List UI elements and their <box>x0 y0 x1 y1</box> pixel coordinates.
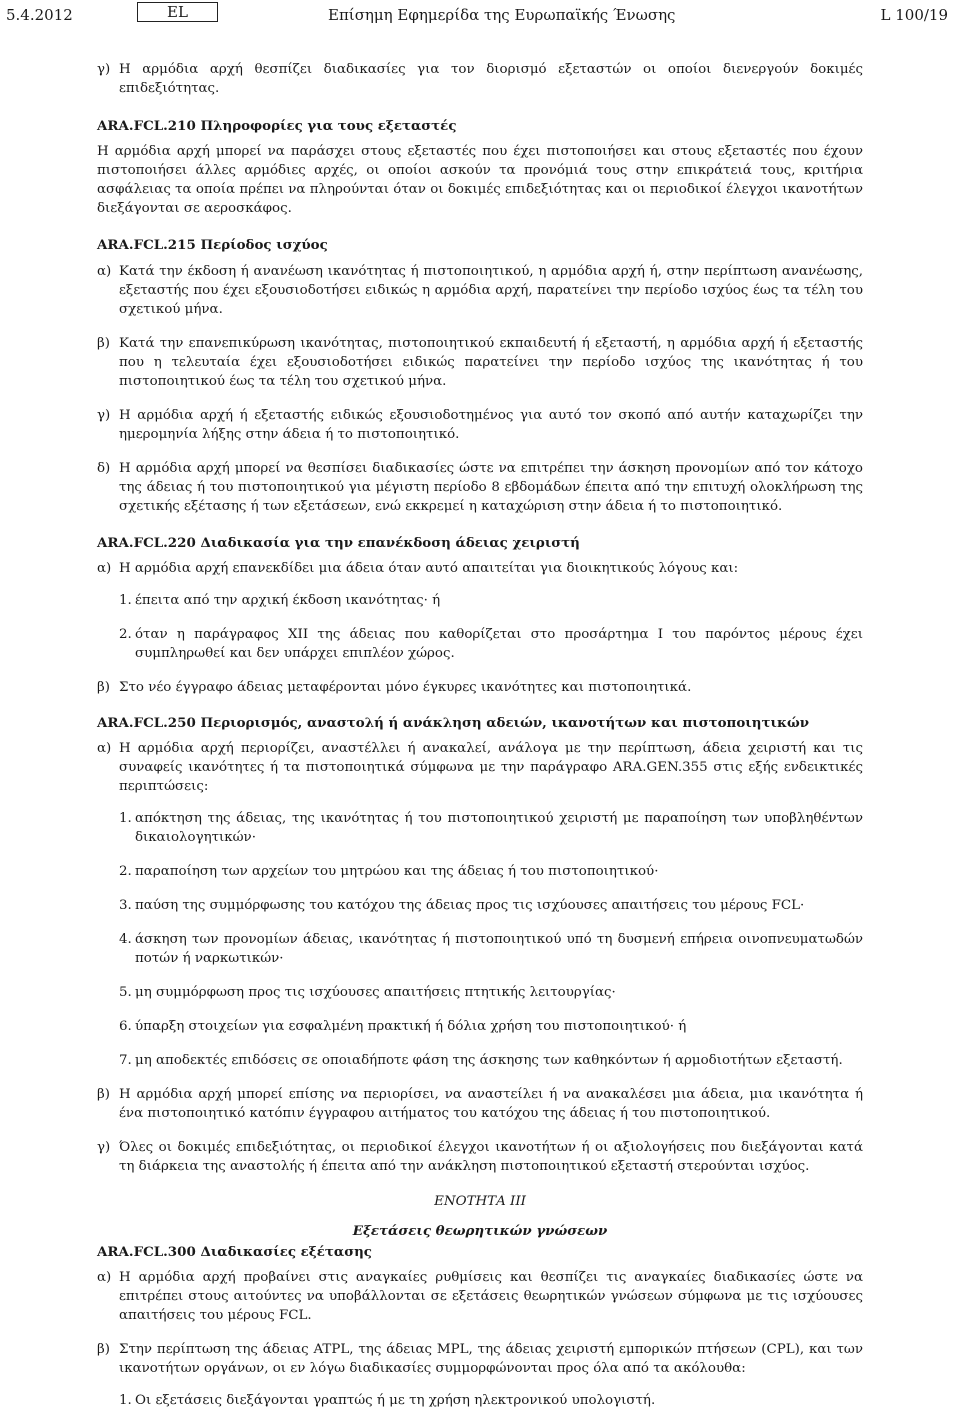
paragraph-220-b: β) Στο νέο έγγραφο άδειας μεταφέρονται μόνο έγκυρες ικανότητες και πιστοποιητικά. <box>97 680 692 695</box>
paragraph-215-d: δ) Η αρμόδια αρχή μπορεί να θεσπίσει διαδικασίες ώστε να επιτρέπει την άσκηση προνομίων από τον κάτοχο της άδειας ή του πιστοποιητικού για μέγιστη περίοδο 8 εβδομάδων έπειτα από την επιτυχή ολοκλήρωση της σχετικής εξέτασης ή των εξετάσεων, ενώ εκκρεμεί η καταχώριση στην άδεια ή το πιστοποιητικό. <box>97 461 863 514</box>
paragraph-300-b: β) Στην περίπτωση της άδειας ATPL, της άδειας MPL, της άδειας χειριστή εμπορικών πτήσεων (CPL), και των ικανοτήτων οργάνων, οι εν λόγω διαδικασίες συμμορφώνονται προς όλα από τα ακόλουθα: <box>97 1342 863 1376</box>
section-number: ΕΝΟΤΗΤΑ III <box>434 1194 526 1209</box>
page-header <box>0 3 960 30</box>
journal-title: Επίσημη Εφημερίδα της Ευρωπαϊκής Ένωσης <box>328 6 676 24</box>
article-heading-215: ARA.FCL.215 Περίοδος ισχύος <box>97 237 328 253</box>
page-reference: L 100/19 <box>880 6 948 24</box>
article-heading-220: ARA.FCL.220 Διαδικασία για την επανέκδοση άδειας χειριστή <box>97 535 580 551</box>
article-heading-210: ARA.FCL.210 Πληροφορίες για τους εξεταστές <box>97 118 457 134</box>
paragraph-gamma: γ) Η αρμόδια αρχή θεσπίζει διαδικασίες για τον διορισμό εξεταστών οι οποίοι διενεργούν δοκιμές επιδεξιότητας. <box>97 62 863 96</box>
article-heading-300: ARA.FCL.300 Διαδικασίες εξέτασης <box>97 1244 372 1260</box>
document-body <box>97 60 863 1410</box>
paragraph-215-c: γ) Η αρμόδια αρχή ή εξεταστής ειδικώς εξουσιοδοτημένος για αυτό τον σκοπό από αυτήν καταχωρίζει την ημερομηνία λήξης στην άδεια ή το πιστοποιητικό. <box>97 408 863 442</box>
list-item-250-3: 3. παύση της συμμόρφωσης του κατόχου της άδειας προς τις ισχύουσες απαιτήσεις του μέρους FCL· <box>119 898 805 913</box>
section-title: Εξετάσεις θεωρητικών γνώσεων <box>352 1223 608 1239</box>
list-item-250-1: 1. απόκτηση της άδειας, της ικανότητας ή του πιστοποιητικού χειριστή με παραποίηση των υποβληθέντων δικαιολογητικών· <box>119 811 863 845</box>
paragraph-250-c: γ) Όλες οι δοκιμές επιδεξιότητας, οι περιοδικοί έλεγχοι ικανοτήτων ή οι αξιολογήσεις που διεξάγονται κατά τη διάρκεια της αναστολής ή έπειτα από την ανάκληση πιστοποιητικού εξεταστή στερούνται ισχύος. <box>97 1140 863 1174</box>
list-item-250-5: 5. μη συμμόρφωση προς τις ισχύουσες απαιτήσεις πτητικής λειτουργίας· <box>119 985 616 1000</box>
list-item-300-1: 1. Οι εξετάσεις διεξάγονται γραπτώς ή με τη χρήση ηλεκτρονικού υπολογιστή. <box>119 1393 656 1408</box>
paragraph-210: Η αρμόδια αρχή μπορεί να παράσχει στους εξεταστές που έχει πιστοποιήσει και στους εξεταστές που έχουν πιστοποιήσει άλλες αρμόδιες αρχές, οι οποίοι ασκούν τα προνόμιά τους στην επικράτειά τους, κριτήρια ασφάλειας τα οποία πρέπει να πληρούνται όταν οι δοκιμές επιδεξιότητας και οι περιοδικοί έλεγχοι ικανοτήτων διεξάγονται σε αεροσκάφος. <box>97 144 863 216</box>
language-code-box: EL <box>137 2 218 22</box>
list-item-250-2: 2. παραποίηση των αρχείων του μητρώου και της άδειας ή του πιστοποιητικού· <box>119 864 659 879</box>
list-item-250-6: 6. ύπαρξη στοιχείων για εσφαλμένη πρακτική ή δόλια χρήση του πιστοποιητικού· ή <box>119 1019 687 1034</box>
paragraph-215-b: β) Κατά την επανεπικύρωση ικανότητας, πιστοποιητικού εκπαιδευτή ή εξεταστή, η αρμόδια αρχή ή εξεταστής που η τελευταία έχει εξουσιοδοτήσει ειδικώς παρατείνει την περίοδο ισχύος της ικανότητας ή του πιστοποιητικού έως τα τέλη του σχετικού μήνα. <box>97 336 863 389</box>
paragraph-250-b: β) Η αρμόδια αρχή μπορεί επίσης να περιορίσει, να αναστείλει ή να ανακαλέσει μια άδεια, μια ικανότητα ή ένα πιστοποιητικό κατόπιν έγγραφου αιτήματος του κατόχου της άδειας ή του πιστοποιητικού. <box>97 1087 863 1121</box>
paragraph-300-a: α) Η αρμόδια αρχή προβαίνει στις αναγκαίες ρυθμίσεις και θεσπίζει τις αναγκαίες διαδικασίες ώστε να επιτρέπει στους αιτούντες να υποβάλλονται σε εξετάσεις θεωρητικών γνώσεων σύμφωνα με τις ισχύουσες απαιτήσεις του μέρους FCL. <box>97 1270 863 1323</box>
paragraph-220-a: α) Η αρμόδια αρχή επανεκδίδει μια άδεια όταν αυτό απαιτείται για διοικητικούς λόγους και: <box>97 561 739 576</box>
article-heading-250: ARA.FCL.250 Περιορισμός, αναστολή ή ανάκληση αδειών, ικανοτήτων και πιστοποιητικών <box>97 715 810 731</box>
publication-date: 5.4.2012 <box>6 6 73 24</box>
list-item-220-1: 1. έπειτα από την αρχική έκδοση ικανότητας· ή <box>119 593 441 608</box>
paragraph-215-a: α) Κατά την έκδοση ή ανανέωση ικανότητας ή πιστοποιητικού, η αρμόδια αρχή ή, στην περίπτωση ανανέωσης, εξεταστής που έχει εξουσιοδοτήσει ειδικώς η αρμόδια αρχή, παρατείνει την περίοδο ισχύος έως τα τέλη του σχετικού μήνα. <box>97 264 863 317</box>
list-item-250-4: 4. άσκηση των προνομίων άδειας, ικανότητας ή πιστοποιητικού υπό τη δυσμενή επήρεια οινοπνευματωδών ποτών ή ναρκωτικών· <box>119 932 863 966</box>
list-item-220-2: 2. όταν η παράγραφος XII της άδειας που καθορίζεται στο προσάρτημα I του παρόντος μέρους έχει συμπληρωθεί και δεν υπάρχει επιπλέον χώρος. <box>119 627 863 661</box>
paragraph-250-a: α) Η αρμόδια αρχή περιορίζει, αναστέλλει ή ανακαλεί, ανάλογα με την περίπτωση, άδεια χειριστή και τις συναφείς ικανότητες ή τα πιστοποιητικά σύμφωνα με την παράγραφο ARA.GEN.355 στις εξής ενδεικτικές περιπτώσεις: <box>97 741 863 794</box>
list-item-250-7: 7. μη αποδεκτές επιδόσεις σε οποιαδήποτε φάση της άσκησης των καθηκόντων ή αρμοδιοτήτων εξεταστή. <box>119 1053 843 1068</box>
